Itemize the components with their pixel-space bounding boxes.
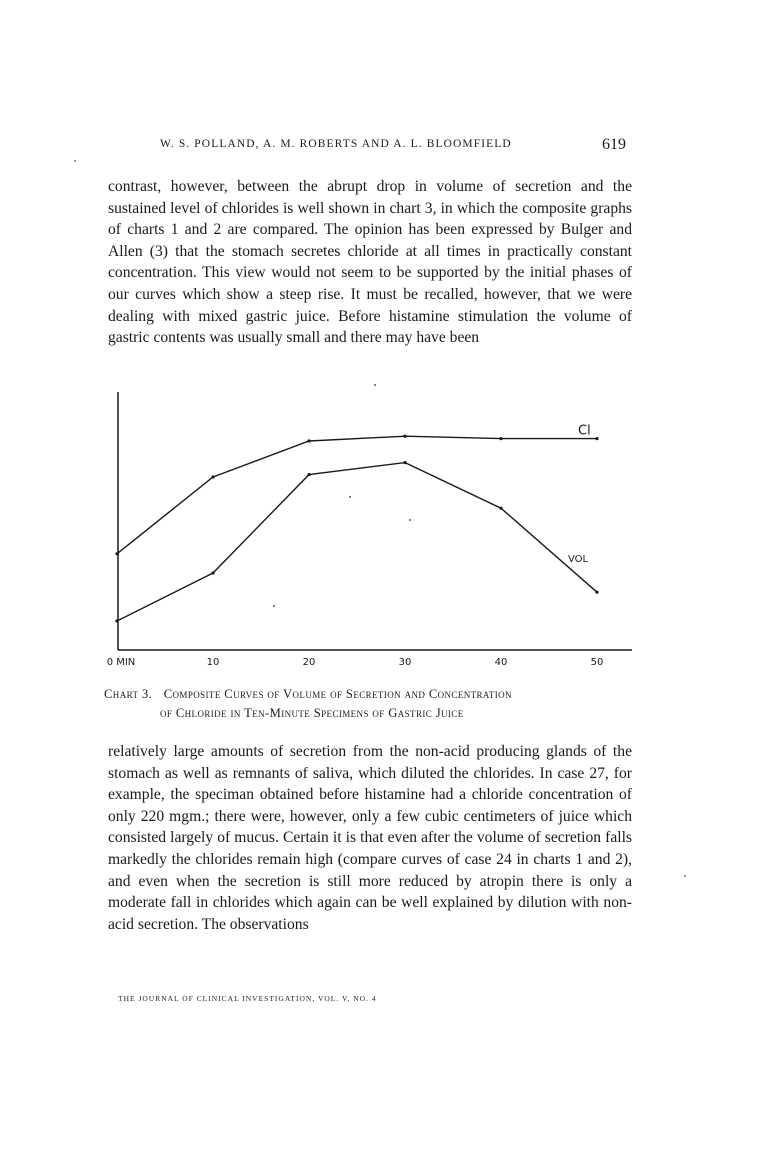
x-tick-label: 10	[206, 657, 220, 668]
data-point-vol	[499, 507, 502, 510]
chart-series	[115, 384, 598, 623]
chart-speck	[273, 605, 275, 607]
data-point-vol	[403, 461, 406, 464]
data-point-cl	[403, 435, 406, 438]
data-point-vol	[595, 591, 598, 594]
x-tick-labels	[107, 657, 604, 668]
chart-speck	[409, 519, 411, 521]
data-point-cl	[211, 475, 214, 478]
caption-label: Chart 3.	[104, 687, 153, 701]
series-label-cl: Cl	[578, 423, 591, 439]
series-labels	[568, 424, 591, 565]
x-tick-label: 30	[398, 657, 412, 668]
paper-speck	[684, 875, 686, 877]
series-line-cl	[117, 436, 597, 554]
series-line-vol	[117, 463, 597, 621]
x-tick-label: 40	[494, 657, 508, 668]
chart-3	[100, 380, 640, 680]
data-point-vol	[115, 619, 118, 622]
chart-axes	[118, 392, 632, 650]
x-tick-label: 50	[590, 657, 604, 668]
chart-caption	[104, 685, 632, 723]
running-header	[160, 136, 630, 156]
data-point-cl	[499, 437, 502, 440]
caption-line-1: Composite Curves of Volume of Secretion and Concentration	[163, 687, 512, 701]
body-paragraph-top: contrast, however, between the abrupt drop in volume of secretion and the sustained level of chlorides is well shown in chart 3, in which the composite graphs of charts 1 and 2 are compared. The opinion has been expressed by Bulger and Allen (3) that the stomach secretes chloride at all times in practically constant concentration. This view would not seem to be supported by the initial phases of our curves which show a steep rise. It must be recalled, however, that we were dealing with mixed gastric juice. Before histamine stimulation the volume of gastric contents was usually small and there may have been	[108, 178, 632, 347]
caption-line-2: of Chloride in Ten-Minute Specimens of Gastric Juice	[160, 706, 464, 720]
body-paragraph-bottom: relatively large amounts of secretion from the non-acid producing glands of the stomach as well as remnants of saliva, which diluted the chlorides. In case 27, for example, the speciman obtained before histamine had a chloride concentration of only 220 mgm.; there were, however, only a few cubic centimeters of juice which consisted largely of mucus. Certain it is that even after the volume of secretion falls markedly the chlorides remain high (compare curves of case 24 in charts 1 and 2), and even when the secretion is still more reduced by atropin there is only a moderate fall in chlorides which again can be well explained by dilution with non-acid secretion. The observations	[108, 743, 632, 933]
running-header-authors: W. S. POLLAND, A. M. ROBERTS AND A. L. BLOOMFIELD	[160, 138, 512, 150]
paper-speck	[74, 160, 76, 162]
chart-speck	[374, 384, 376, 386]
data-point-cl	[307, 439, 310, 442]
chart-speck	[349, 496, 351, 498]
journal-footer: THE JOURNAL OF CLINICAL INVESTIGATION, VOL. V, NO. 4	[118, 994, 377, 1003]
series-label-vol: VOL	[568, 554, 589, 565]
data-point-vol	[211, 571, 214, 574]
x-tick-label: 0 MIN	[106, 657, 136, 668]
data-point-cl	[595, 437, 598, 440]
data-point-cl	[115, 552, 118, 555]
x-tick-label: 20	[302, 657, 316, 668]
page-number: 619	[602, 136, 626, 153]
data-point-vol	[307, 473, 310, 476]
